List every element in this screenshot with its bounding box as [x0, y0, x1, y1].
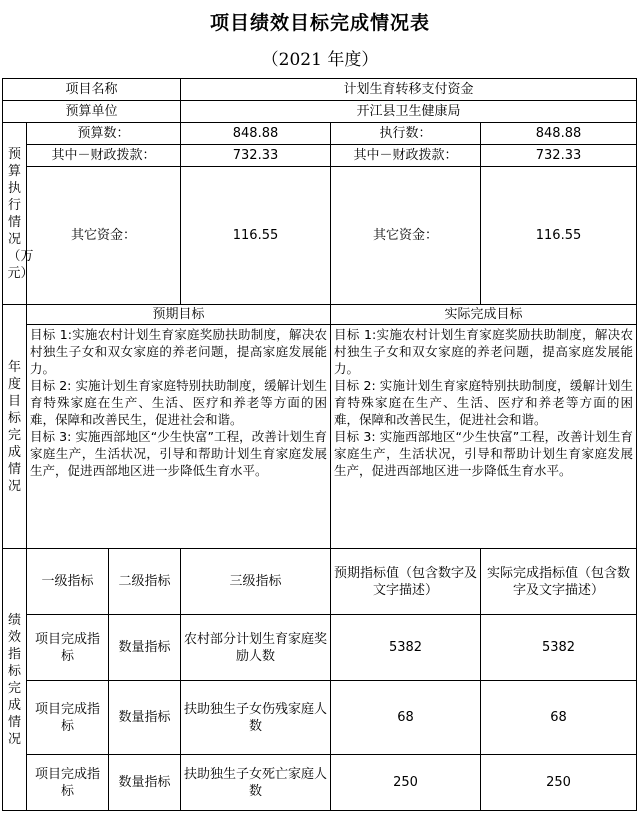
fiscal-budget-label: 其中－财政拨款： [27, 145, 181, 167]
budget-amount-value: 848.88 [181, 123, 331, 145]
performance-report-table [2, 78, 637, 811]
row-level3: 农村部分计划生育家庭奖励人数 [181, 615, 331, 681]
goals-body-row [3, 325, 637, 549]
actual-value-header: 实际完成指标值（包含数字及文字描述） [481, 549, 637, 615]
expected-goal-1: 目标 1:实施农村计划生育家庭奖励扶助制度，解决农村独生子女和双女家庭的养老问题，提高家庭发展能力。 [30, 327, 328, 376]
row-actual: 68 [481, 681, 637, 755]
budget-row [3, 123, 637, 145]
other-budget-label: 其它资金： [27, 167, 181, 305]
row-level3: 扶助独生子女死亡家庭人数 [181, 755, 331, 811]
row-level1: 项目完成指标 [27, 755, 109, 811]
actual-goal-1: 目标 1:实施农村计划生育家庭奖励扶助制度，解决农村独生子女和双女家庭的养老问题，提高家庭发展能力。 [334, 327, 634, 376]
project-name-row [3, 79, 637, 101]
fiscal-exec-label: 其中－财政拨款： [331, 145, 481, 167]
row-actual: 250 [481, 755, 637, 811]
page-title: 项目绩效目标完成情况表 [209, 12, 430, 34]
other-exec-label: 其它资金： [331, 167, 481, 305]
level2-header: 二级指标 [109, 549, 181, 615]
row-actual: 5382 [481, 615, 637, 681]
level1-header: 一级指标 [27, 549, 109, 615]
actual-goal-3: 目标 3: 实施西部地区“少生快富”工程，改善计划生育家庭生产，生活状况，引导和帮助计划生育家庭发展生产，促进西部地区进一步降低生育水平。 [334, 429, 634, 478]
performance-section-label: 绩效指标完成情况 [3, 549, 27, 811]
exec-amount-value: 848.88 [481, 123, 637, 145]
row-level2: 数量指标 [109, 615, 181, 681]
table-row [3, 615, 637, 681]
expected-goal-2: 目标 2: 实施计划生育家庭特别扶助制度，缓解计划生育特殊家庭在生产、生活、医疗和养老等方面的困难，保障和改善民生，促进社会和谐。 [30, 378, 328, 427]
budget-unit-label: 预算单位 [3, 101, 181, 123]
project-name-label: 项目名称 [3, 79, 181, 101]
budget-section-label: 预算执行情况（万元） [3, 123, 27, 305]
exec-amount-label: 执行数： [331, 123, 481, 145]
goals-header-row [3, 305, 637, 325]
expected-goal-3: 目标 3: 实施西部地区“少生快富”工程，改善计划生育家庭生产，生活状况，引导和帮助计划生育家庭发展生产，促进西部地区进一步降低生育水平。 [30, 429, 328, 478]
table-row [3, 755, 637, 811]
other-funds-row [3, 167, 637, 305]
actual-goals-header: 实际完成目标 [331, 305, 637, 325]
budget-amount-label: 预算数： [27, 123, 181, 145]
row-level2: 数量指标 [109, 681, 181, 755]
row-expected: 68 [331, 681, 481, 755]
fiscal-row [3, 145, 637, 167]
expected-goals-header: 预期目标 [27, 305, 331, 325]
other-budget-value: 116.55 [181, 167, 331, 305]
page-subtitle: （2021 年度） [261, 50, 379, 70]
goals-section-label: 年度目标完成情况 [3, 305, 27, 549]
row-level1: 项目完成指标 [27, 681, 109, 755]
level3-header: 三级指标 [181, 549, 331, 615]
actual-goals-text [331, 325, 637, 549]
row-level2: 数量指标 [109, 755, 181, 811]
row-level3: 扶助独生子女伤残家庭人数 [181, 681, 331, 755]
table-row [3, 681, 637, 755]
row-expected: 250 [331, 755, 481, 811]
row-expected: 5382 [331, 615, 481, 681]
actual-goal-2: 目标 2: 实施计划生育家庭特别扶助制度，缓解计划生育特殊家庭在生产、生活、医疗和养老等方面的困难，保障和改善民生，促进社会和谐。 [334, 378, 634, 427]
fiscal-exec-value: 732.33 [481, 145, 637, 167]
expected-goals-text [27, 325, 331, 549]
indicator-header-row [3, 549, 637, 615]
budget-unit-row [3, 101, 637, 123]
project-name-value: 计划生育转移支付资金 [181, 79, 637, 101]
expected-value-header: 预期指标值（包含数字及文字描述） [331, 549, 481, 615]
budget-unit-value: 开江县卫生健康局 [181, 101, 637, 123]
fiscal-budget-value: 732.33 [181, 145, 331, 167]
row-level1: 项目完成指标 [27, 615, 109, 681]
other-exec-value: 116.55 [481, 167, 637, 305]
